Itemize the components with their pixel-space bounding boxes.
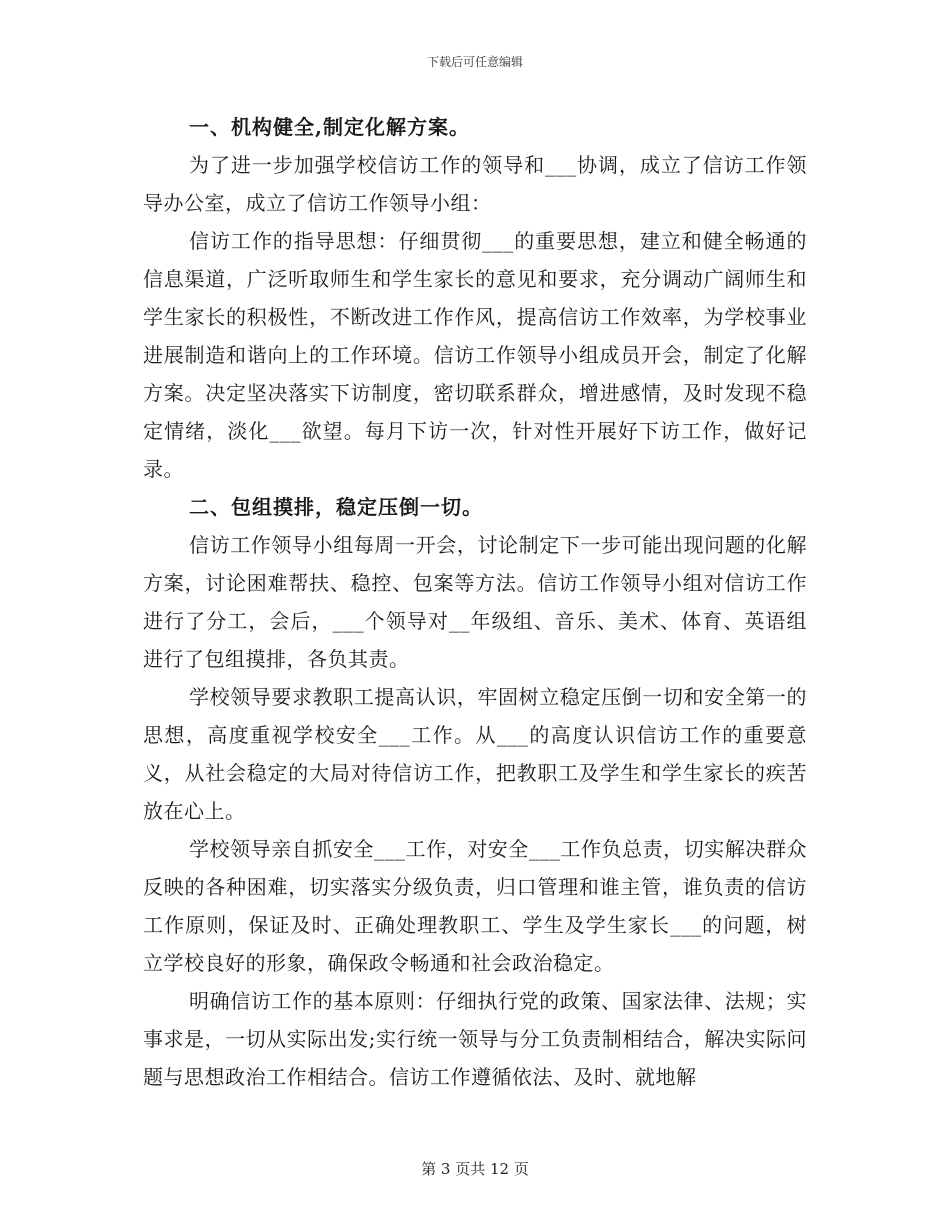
paragraph-3: 信访工作领导小组每周一开会，讨论制定下一步可能出现问题的化解方案，讨论困难帮扶、稳控、包案等方法。信访工作领导小组对信访工作进行了分工，会后，___个领导对__年级组、音乐、美术、体育、英语组进行了包组摸排，各负其责。 bbox=[143, 533, 807, 671]
page-header-note: 下载后可任意编辑 bbox=[426, 55, 523, 69]
page-number: 第 3 页共 12 页 bbox=[421, 1160, 529, 1178]
paragraph-4: 学校领导要求教职工提高认识，牢固树立稳定压倒一切和安全第一的思想，高度重视学校安全___工作。从___的高度认识信访工作的重要意义，从社会稳定的大局对待信访工作，把教职工及学生和学生家长的疾苦放在心上。 bbox=[143, 685, 807, 823]
paragraph-5: 学校领导亲自抓安全___工作，对安全___工作负总责，切实解决群众反映的各种困难，切实落实分级负责，归口管理和谁主管，谁负责的信访工作原则，保证及时、正确处理教职工、学生及学生家长___的问题，树立学校良好的形象，确保政令畅通和社会政治稳定。 bbox=[143, 837, 807, 975]
paragraph-1: 为了进一步加强学校信访工作的领导和___协调，成立了信访工作领导办公室，成立了信访工作领导小组： bbox=[143, 153, 807, 215]
paragraph-6: 明确信访工作的基本原则：仔细执行党的政策、国家法律、法规；实事求是，一切从实际出发;实行统一领导与分工负责制相结合，解决实际问题与思想政治工作相结合。信访工作遵循依法、及时、就地解 bbox=[143, 989, 807, 1089]
section-heading-2: 二、包组摸排，稳定压倒一切。 bbox=[189, 495, 483, 519]
paragraph-2: 信访工作的指导思想：仔细贯彻___的重要思想，建立和健全畅通的信息渠道，广泛听取师生和学生家长的意见和要求，充分调动广阔师生和学生家长的积极性，不断改进工作作风，提高信访工作效率，为学校事业进展制造和谐向上的工作环境。信访工作领导小组成员开会，制定了化解方案。决定坚决落实下访制度，密切联系群众，增进感情，及时发现不稳定情绪，淡化___欲望。每月下访一次，针对性开展好下访工作，做好记录。 bbox=[143, 229, 807, 481]
section-heading-1: 一、机构健全,制定化解方案。 bbox=[189, 115, 470, 139]
document-body bbox=[143, 108, 807, 1096]
